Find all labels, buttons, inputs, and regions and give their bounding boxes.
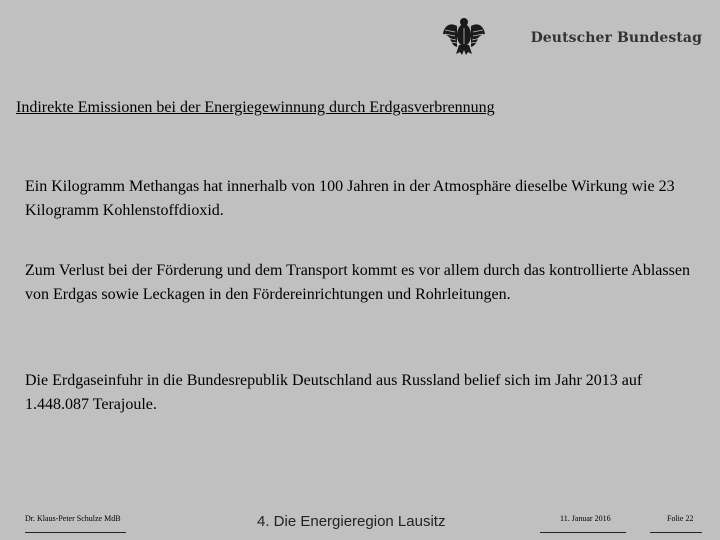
paragraph-imports: Die Erdgaseinfuhr in die Bundesrepublik Deutschland aus Russland belief sich im Jahr 2013 auf 1.448.087 Terajoule. [25, 372, 643, 413]
slide-title: Indirekte Emissionen bei der Energiegewinnung durch Erdgasverbrennung [16, 99, 495, 116]
paragraph-methane: Ein Kilogramm Methangas hat innerhalb von 100 Jahren in der Atmosphäre dieselbe Wirkung wie 23 Kilogramm Kohlenstoffdioxid. [25, 178, 675, 219]
federal-eagle-icon [442, 14, 486, 56]
footer [0, 500, 720, 540]
footer-rule-date [540, 532, 626, 533]
paragraph-losses: Zum Verlust bei der Förderung und dem Transport kommt es vor allem durch das kontrollierte Ablassen von Erdgas sowie Leckagen in den Fördereinrichtungen und Rohrleitungen. [25, 262, 690, 303]
footer-rule-left [25, 532, 126, 533]
footer-date: 11. Januar 2016 [560, 514, 611, 523]
header [442, 12, 702, 60]
footer-topic: 4. Die Energieregion Lausitz [257, 513, 446, 530]
footer-rule-page [650, 532, 702, 533]
brand-name: Deutscher Bundestag [530, 30, 702, 46]
footer-author: Dr. Klaus-Peter Schulze MdB [25, 514, 121, 523]
footer-page-number: Folie 22 [667, 514, 694, 523]
